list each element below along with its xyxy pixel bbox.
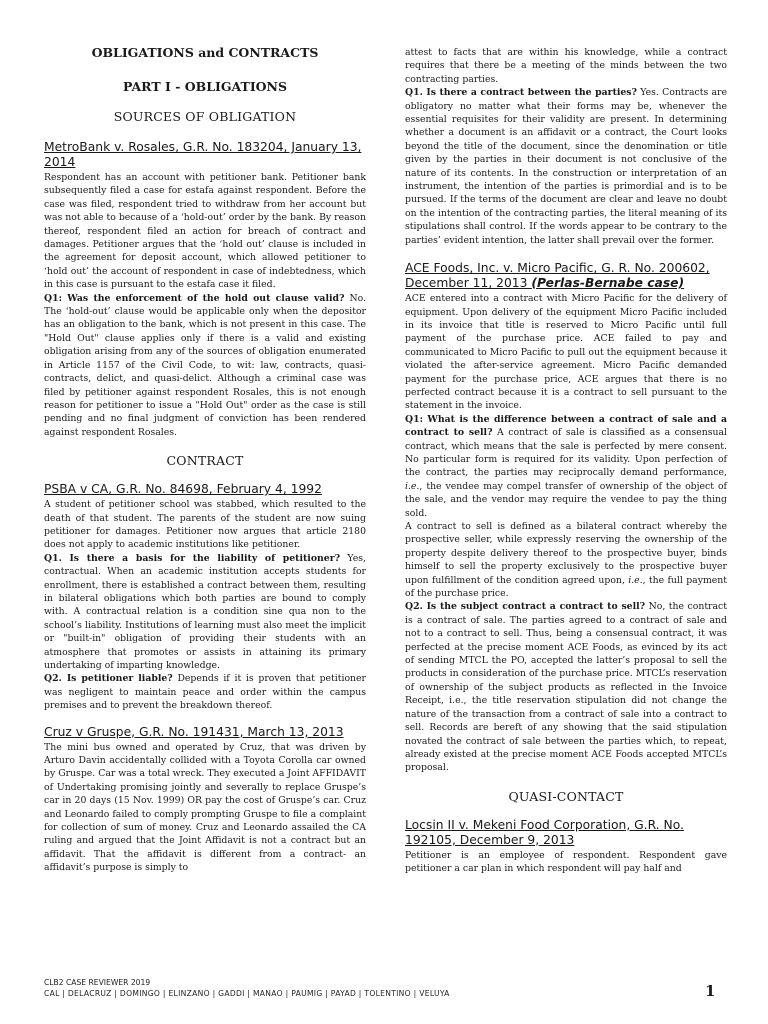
answer-1: Yes, contractual. When an academic institution accepts students for enrollment, there is established a contract between them, resulting in bilateral obligations which both parties are bound to comply with. A contractual relation is a condition sine qua non to the school’s liability. Institutions of learning must also meet the implicit or "built-in" obligation of providing their students with an atmosphere that promotes or assists in attaining its primary undertaking of imparting knowledge. bbox=[44, 552, 366, 671]
answer-2: Depends if it is proven that petitioner was negligent to maintain peace and order within the campus premises and to prevent the breakdown thereof. bbox=[44, 673, 366, 712]
footer-authors: CAL | DELACRUZ | DOMINGO | ELINZANO | GADDI | MANAO | PAUMIG | PAYAD | TOLENTINO | VELUYA bbox=[44, 989, 450, 998]
case-title-ace-foods: ACE Foods, Inc. v. Micro Pacific, G. R. No. 200602, December 11, 2013 (Perlas-Bernabe case) bbox=[405, 261, 710, 291]
case-title-psba: PSBA v CA, G.R. No. 84698, February 4, 1992 bbox=[44, 482, 322, 497]
question-1: Q1: What is the difference between a contract of sale and a contract to sell? bbox=[405, 413, 727, 439]
case-facts-psba: A student of petitioner school was stabbed, which resulted to the death of that student. The parents of the student are now suing petitioner for damages. Petitioner now argues that article 2180 does not apply to academic institutions like petitioner. bbox=[44, 499, 366, 551]
continued-text: attest to facts that are within his knowledge, while a contract requires that there be a meeting of the minds between the two contracting parties. bbox=[405, 47, 727, 85]
section-heading-sources: SOURCES OF OBLIGATION bbox=[113, 109, 297, 124]
case-issue-ace-q2 bbox=[405, 600, 727, 774]
question-1: Q1. Is there a contract between the parties? bbox=[405, 87, 637, 99]
case-issue-psba-q2 bbox=[44, 672, 366, 712]
answer-1: Yes. Contracts are obligatory no matter what their forms may be, whenever the essential requisites for their validity are present. In determining whether a document is an affidavit or a contract, the Court looks beyond the title of the document, since the denomination or title given by the parties in their document is not conclusive of the nature of its contents. In the construction or interpretation of an instrument, the intention of the parties is primordial and is to be pursued. If the terms of the document are clear and leave no doubt on the intention of the contracting parties, the literal meaning of its stipulations shall control. If the words appear to be contrary to the parties’ evident intention, the latter shall prevail over the former. bbox=[405, 87, 728, 246]
question-2: Q2. Is the subject contract a contract to sell? bbox=[405, 601, 646, 613]
case-issue-ace-q1: Q1: What is the difference between a contract of sale and a contract to sell? A contract of sale is classified as a consensual contract, which means that the sale is perfected by mere consent. No particular form is required for its validity. Upon perfection of the contract, the parties may reciprocally demand performance, i.e., the vendee may compel transfer of ownership of the object of the sale, and the vendor may require the vendee to pay the thing sold. bbox=[405, 413, 727, 519]
question-1: Q1: Was the enforcement of the hold out clause valid? bbox=[44, 292, 345, 304]
case-title-metrobank: MetroBank v. Rosales, G.R. No. 183204, January 13, 2014 bbox=[44, 140, 362, 169]
answer-1: No. The ‘hold-out’ clause would be applicable only when the depositor has an obligation to the bank, which is not present in this case. The "Hold Out" clause applies only if there is a valid and existing obligation arising from any of the sources of obligation enumerated in Article 1157 of the Civil Code, to wit: law, contracts, quasi-contracts, delict, and quasi-delict. Although a criminal case was filed by petitioner against respondent Rosales, this is not enough reason for petitioner to issue a "Hold Out" order as the case is still pending and no final judgment of conviction has been rendered against respondent Rosales. bbox=[44, 292, 367, 438]
case-issue-metrobank bbox=[44, 292, 366, 439]
question-2: Q2. Is petitioner liable? bbox=[44, 673, 173, 685]
case-issue-ace-q1-cont: A contract to sell is defined as a bilateral contract whereby the prospective seller, while expressly reserving the ownership of the property despite delivery thereof to the prospective buyer, binds himself to sell the property exclusively to the prospective buyer upon fulfillment of the condition agreed upon, i.e., the full payment of the purchase price. bbox=[405, 521, 727, 600]
case-facts-ace-foods: ACE entered into a contract with Micro Pacific for the delivery of equipment. Upon delivery of the equipment Micro Pacific included in its invoice that title is reserved to Micro Pacific until full payment of the purchase price. ACE failed to pay and communicated to Micro Pacific to pull out the equipment because it violated the after-service agreement. Micro Pacific demanded payment for the purchase price, ACE argues that there is no perfected contract because it is a contract to sell pursuant to the statement in the invoice. bbox=[405, 293, 727, 412]
document-title: OBLIGATIONS and CONTRACTS bbox=[91, 45, 319, 60]
answer-2: No, the contract is a contract of sale. The parties agreed to a contract of sale and not to a contract to sell. Thus, being a consensual contract, it was perfected at the precise moment ACE Foods, as evinced by its act of sending MTCL the PO, accepted the latter’s proposal to sell the products in consideration of the purchase price. MTCL’s reservation of ownership of the subject products as reflected in the Invoice Receipt, i.e., the title reservation stipulation did not change the nature of the transaction from a contract of sale into a contract to sell. Records are bereft of any showing that the said stipulation novated the contract of sale between the parties which, to repeat, already existed at the precise moment ACE Foods accepted MTCL’s proposal. bbox=[405, 601, 727, 774]
section-heading-quasi-contract: QUASI-CONTACT bbox=[508, 788, 624, 804]
case-issue-psba-q1 bbox=[44, 552, 366, 673]
case-facts-cruz: The mini bus owned and operated by Cruz, that was driven by Arturo Davin accidentally collided with a Toyota Corolla car owned by Gruspe. Car was a total wreck. They executed a Joint AFFIDAVIT of Undertaking promising jointly and severally to replace Gruspe’s car in 20 days (15 Nov. 1999) OR pay the cost of Gruspe’s car. Cruz and Leonardo failed to comply prompting Gruspe to file a complaint for collection of sum of money. Cruz and Leonardo assailed the CA ruling and argued that the Joint Affidavit is not a contract but an affidavit. That the affidavit is different from a contract- an affidavit’s purpose is simply to bbox=[44, 741, 366, 874]
case-title-locsin: Locsin II v. Mekeni Food Corporation, G.R. No. 192105, December 9, 2013 bbox=[405, 817, 684, 847]
question-1: Q1. Is there a basis for the liability of petitioner? bbox=[44, 552, 341, 564]
section-heading-contract: CONTRACT bbox=[166, 453, 244, 469]
page-footer bbox=[44, 978, 724, 998]
case-title-note: (Perlas-Bernabe case) bbox=[531, 276, 685, 291]
footer-reviewer-title: CLB2 CASE REVIEWER 2019 bbox=[44, 978, 151, 987]
right-column bbox=[405, 46, 727, 876]
case-facts-metrobank: Respondent has an account with petitioner bank. Petitioner bank subsequently filed a case for estafa against respondent. Before the case was filed, respondent tried to withdraw from her account but was not able to because of a ‘hold-out’ order by the bank. By reason thereof, respondent filed an action for breach of contract and damages. Petitioner argues that the ‘hold out’ clause is included in the agreement for deposit account, which allowed petitioner to ‘hold out’ the account of respondent in case of indebtedness, which in this case is pursuant to the estafa case it filed. bbox=[44, 172, 366, 291]
part-title: PART I - OBLIGATIONS bbox=[122, 79, 288, 94]
page-number: 1 bbox=[705, 982, 716, 1000]
case-issue-cruz bbox=[405, 86, 727, 247]
left-column bbox=[44, 40, 366, 875]
case-facts-locsin: Petitioner is an employee of respondent. Respondent gave petitioner a car plan in which respondent will pay half and bbox=[405, 849, 727, 875]
case-title-cruz: Cruz v Gruspe, G.R. No. 191431, March 13, 2013 bbox=[44, 724, 344, 739]
